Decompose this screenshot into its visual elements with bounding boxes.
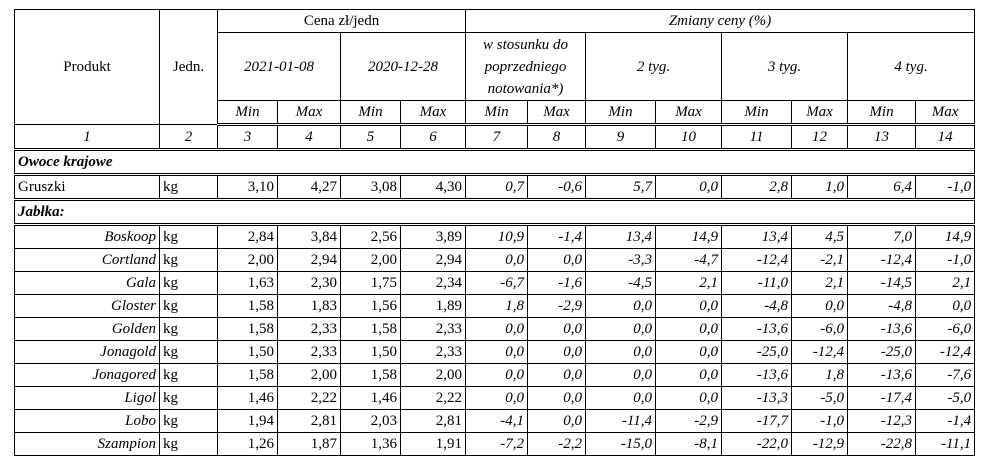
price-cell: 2,30 [278,272,341,295]
table-body [15,150,975,456]
column-number: 10 [656,125,722,150]
change-cell: 6,4 [848,175,916,200]
price-cell: 1,58 [341,318,401,341]
header-date-current: 2021-01-08 [218,33,341,101]
price-cell: 1,50 [341,341,401,364]
change-cell: 0,0 [466,341,528,364]
product-unit: kg [160,249,218,272]
price-cell: 2,34 [401,272,466,295]
product-name: Gala [15,272,160,295]
section-title: Jabłka: [15,200,975,225]
change-cell: -11,0 [722,272,792,295]
header-min: Min [466,101,528,125]
price-cell: 1,46 [218,387,278,410]
price-cell: 2,81 [278,410,341,433]
price-cell: 1,36 [341,433,401,456]
price-cell: 4,27 [278,175,341,200]
column-number: 9 [586,125,656,150]
product-unit: kg [160,318,218,341]
change-cell: -6,0 [792,318,848,341]
change-cell: -4,7 [656,249,722,272]
change-cell: 0,7 [466,175,528,200]
price-cell: 1,58 [341,364,401,387]
price-cell: 1,89 [401,295,466,318]
header-max: Max [401,101,466,125]
price-cell: 2,33 [401,318,466,341]
product-name: Ligol [15,387,160,410]
price-cell: 2,33 [278,341,341,364]
header-min: Min [586,101,656,125]
table-row [15,225,975,249]
change-cell: 14,9 [656,225,722,249]
change-cell: 0,0 [528,249,586,272]
change-cell: -22,8 [848,433,916,456]
column-number: 13 [848,125,916,150]
column-number: 3 [218,125,278,150]
change-cell: -13,6 [722,318,792,341]
table-row [15,272,975,295]
change-cell: -17,4 [848,387,916,410]
product-name: Lobo [15,410,160,433]
change-cell: -22,0 [722,433,792,456]
change-cell: -13,6 [722,364,792,387]
change-cell: -1,0 [916,249,975,272]
change-cell: -4,8 [722,295,792,318]
change-cell: -12,4 [722,249,792,272]
column-number: 7 [466,125,528,150]
change-cell: -11,4 [586,410,656,433]
column-numbers-row [15,125,975,150]
change-cell: 0,0 [466,387,528,410]
change-cell: 1,8 [792,364,848,387]
change-cell: 0,0 [586,318,656,341]
change-cell: -25,0 [722,341,792,364]
header-3-weeks: 3 tyg. [722,33,848,101]
header-min: Min [722,101,792,125]
change-cell: -11,1 [916,433,975,456]
change-cell: -4,8 [848,295,916,318]
change-cell: 1,0 [792,175,848,200]
price-cell: 1,63 [218,272,278,295]
product-name: Boskoop [15,225,160,249]
price-cell: 1,46 [341,387,401,410]
change-cell: -4,5 [586,272,656,295]
price-cell: 2,00 [401,364,466,387]
change-cell: 7,0 [848,225,916,249]
section-title: Owoce krajowe [15,150,975,175]
header-min: Min [341,101,401,125]
change-cell: -13,3 [722,387,792,410]
price-cell: 1,56 [341,295,401,318]
change-cell: -1,6 [528,272,586,295]
change-cell: -7,6 [916,364,975,387]
change-cell: 0,0 [528,387,586,410]
price-table [14,9,975,456]
change-cell: -13,6 [848,318,916,341]
table-row [15,387,975,410]
change-cell: 0,0 [586,341,656,364]
change-cell: 2,8 [722,175,792,200]
product-name: Szampion [15,433,160,456]
price-cell: 2,81 [401,410,466,433]
change-cell: 0,0 [466,364,528,387]
price-cell: 2,33 [401,341,466,364]
change-cell: -14,5 [848,272,916,295]
table-row [15,410,975,433]
change-cell: -6,0 [916,318,975,341]
change-cell: 0,0 [466,318,528,341]
product-unit: kg [160,225,218,249]
header-max: Max [792,101,848,125]
header-date-previous: 2020-12-28 [341,33,466,101]
change-cell: -12,3 [848,410,916,433]
header-min: Min [848,101,916,125]
change-cell: 13,4 [586,225,656,249]
change-cell: -8,1 [656,433,722,456]
change-cell: -12,4 [792,341,848,364]
header-previous-quote: w stosunku do poprzedniego notowania*) [466,33,586,101]
column-number: 6 [401,125,466,150]
change-cell: -2,9 [528,295,586,318]
price-cell: 1,58 [218,318,278,341]
change-cell: -1,0 [916,175,975,200]
product-name: Gloster [15,295,160,318]
price-cell: 2,03 [341,410,401,433]
price-cell: 1,75 [341,272,401,295]
product-unit: kg [160,272,218,295]
change-cell: 0,0 [586,295,656,318]
header-max: Max [528,101,586,125]
header-min: Min [218,101,278,125]
change-cell: 0,0 [792,295,848,318]
change-cell: -15,0 [586,433,656,456]
product-name: Jonagored [15,364,160,387]
column-number: 14 [916,125,975,150]
change-cell: -2,2 [528,433,586,456]
change-cell: 0,0 [656,175,722,200]
header-produkt: Produkt [15,10,160,125]
product-unit: kg [160,433,218,456]
change-cell: 0,0 [656,387,722,410]
price-cell: 2,84 [218,225,278,249]
table-row [15,318,975,341]
column-number: 11 [722,125,792,150]
product-name: Golden [15,318,160,341]
product-unit: kg [160,410,218,433]
price-cell: 2,22 [278,387,341,410]
header-zmiany: Zmiany ceny (%) [466,10,975,33]
price-cell: 1,58 [218,295,278,318]
change-cell: -7,2 [466,433,528,456]
change-cell: -2,9 [656,410,722,433]
change-cell: -12,4 [916,341,975,364]
column-number: 8 [528,125,586,150]
section-row [15,150,975,175]
product-unit: kg [160,295,218,318]
change-cell: -1,4 [528,225,586,249]
change-cell: -4,1 [466,410,528,433]
table-row [15,364,975,387]
product-name: Jonagold [15,341,160,364]
price-cell: 1,87 [278,433,341,456]
column-number: 12 [792,125,848,150]
price-cell: 4,30 [401,175,466,200]
price-cell: 2,00 [341,249,401,272]
price-cell: 3,08 [341,175,401,200]
change-cell: 14,9 [916,225,975,249]
header-jedn: Jedn. [160,10,218,125]
change-cell: 0,0 [528,364,586,387]
column-number: 5 [341,125,401,150]
header-4-weeks: 4 tyg. [848,33,975,101]
change-cell: 0,0 [656,318,722,341]
change-cell: -1,4 [916,410,975,433]
change-cell: -12,4 [848,249,916,272]
change-cell: 4,5 [792,225,848,249]
price-cell: 2,94 [278,249,341,272]
header-max: Max [916,101,975,125]
header-cena: Cena zł/jedn [218,10,466,33]
change-cell: -1,0 [792,410,848,433]
table-row [15,249,975,272]
change-cell: -25,0 [848,341,916,364]
change-cell: 5,7 [586,175,656,200]
table-row [15,433,975,456]
product-unit: kg [160,341,218,364]
column-number: 2 [160,125,218,150]
change-cell: 0,0 [656,341,722,364]
change-cell: -12,9 [792,433,848,456]
header-2-weeks: 2 tyg. [586,33,722,101]
price-cell: 1,50 [218,341,278,364]
table-row [15,175,975,200]
product-name: Gruszki [15,175,160,200]
change-cell: 2,1 [656,272,722,295]
change-cell: -5,0 [792,387,848,410]
change-cell: 2,1 [916,272,975,295]
price-cell: 2,22 [401,387,466,410]
price-cell: 2,00 [218,249,278,272]
change-cell: 1,8 [466,295,528,318]
table-row [15,295,975,318]
price-cell: 3,10 [218,175,278,200]
price-cell: 1,91 [401,433,466,456]
table-header [15,10,975,150]
product-unit: kg [160,387,218,410]
header-max: Max [656,101,722,125]
price-cell: 2,56 [341,225,401,249]
price-cell: 2,00 [278,364,341,387]
change-cell: 0,0 [656,295,722,318]
product-unit: kg [160,175,218,200]
change-cell: -3,3 [586,249,656,272]
change-cell: 0,0 [528,410,586,433]
section-row [15,200,975,225]
price-cell: 1,26 [218,433,278,456]
price-cell: 2,33 [278,318,341,341]
change-cell: 0,0 [586,364,656,387]
change-cell: 0,0 [916,295,975,318]
change-cell: 0,0 [528,341,586,364]
change-cell: -2,1 [792,249,848,272]
product-unit: kg [160,364,218,387]
change-cell: 0,0 [466,249,528,272]
price-cell: 1,94 [218,410,278,433]
price-cell: 1,58 [218,364,278,387]
change-cell: 10,9 [466,225,528,249]
price-cell: 3,84 [278,225,341,249]
change-cell: -17,7 [722,410,792,433]
change-cell: -0,6 [528,175,586,200]
change-cell: 0,0 [586,387,656,410]
change-cell: -6,7 [466,272,528,295]
change-cell: 13,4 [722,225,792,249]
change-cell: -13,6 [848,364,916,387]
change-cell: 0,0 [528,318,586,341]
price-cell: 1,83 [278,295,341,318]
change-cell: 0,0 [656,364,722,387]
change-cell: -5,0 [916,387,975,410]
product-name: Cortland [15,249,160,272]
table-row [15,341,975,364]
header-max: Max [278,101,341,125]
price-cell: 3,89 [401,225,466,249]
change-cell: 2,1 [792,272,848,295]
price-cell: 2,94 [401,249,466,272]
column-number: 4 [278,125,341,150]
column-number: 1 [15,125,160,150]
